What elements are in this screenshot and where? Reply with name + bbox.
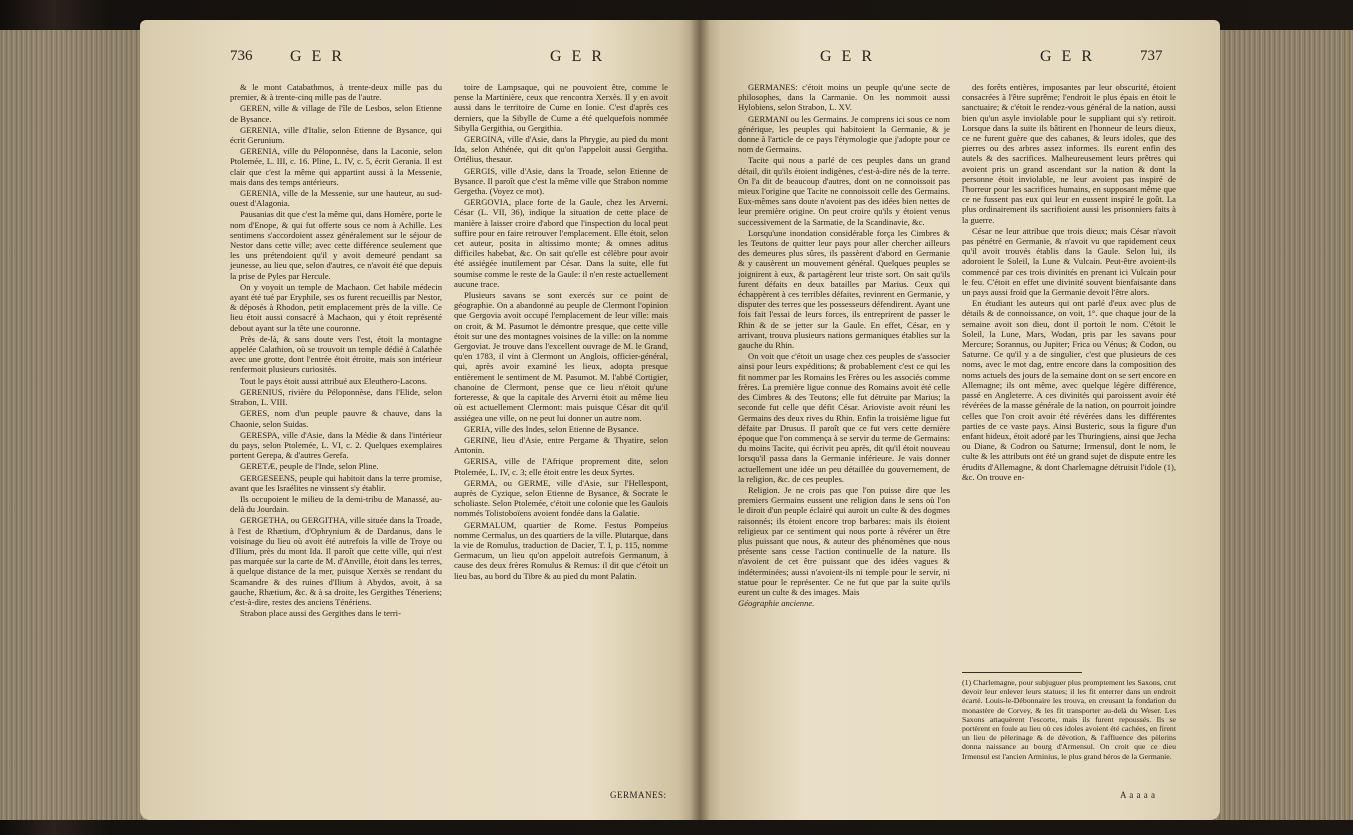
entry: César ne leur attribue que trois dieux; mais César n'avoit pas pénétré en Germanie, & n'avoit vu que rapidement ceux qu'il avoit trouvés établis dans la Gaule. Selon lui, ils adoroient le Soleil, la Lune & Vulcain. Peut-être avoient-ils commencé par ces trois divinités en prenant ici Vulcain pour le feu. C'étoit en effet une divinité souvent bienfaisante dans un pays aussi froid que la Germanie devoit l'être alors. <box>962 225 1176 298</box>
entry: GERMALUM, quartier de Rome. Festus Pompeius nomme Cermalus, un des quartiers de la ville. Plutarque, dans la vie de Romulus, traduction de Dacier, T. I, p. 115, nomme Germacum, un lieu qu'on appeloit autrefois Germanum, à cause des deux frères Romulus & Remus: il dit que c'étoit un lieu bas, au bord du Tibre & au pied du mont Palatin. <box>454 519 668 581</box>
entry: GERES, nom d'un peuple pauvre & chauve, dans la Chaonie, selon Suidas. <box>230 408 442 429</box>
entry: GERINE, lieu d'Asie, entre Pergame & Thyatire, selon Antonin. <box>454 434 668 456</box>
entry: GERGESEENS, peuple qui habitoit dans la terre promise, avant que les Israélites ne vinssent s'y établir. <box>230 472 442 493</box>
right-column-2 <box>962 82 1176 483</box>
left-head-word-1: G E R <box>290 48 345 65</box>
entry: GERENIUS, rivière du Péloponnèse, dans l'Elide, selon Strabon, L. VIII. <box>230 386 442 408</box>
entry: GERMANI ou les Germains. Je comprens ici sous ce nom générique, les peuples qui habitoient la Germanie, & je donne à l'article de ce pays l'étymologie que j'adopte pour ce nom de Germains. <box>738 113 950 155</box>
entry: GERGIS, ville d'Asie, dans la Troade, selon Etienne de Bysance. Il paroît que c'est la même ville que Strabon nomme Gergetha. (Voyez ce mot). <box>454 165 668 197</box>
entry: Près de-là, & sans doute vers l'est, étoit la montagne appelée Calathion, où se trouvoit un temple dédié à Calathée avec une grotte, dont l'entrée étoit étroite, mais son intérieur renfermoit plusieurs curiosités. <box>230 333 442 375</box>
entry: GERIA, ville des Indes, selon Etienne de Bysance. <box>464 423 639 434</box>
entry: Pausanias dit que c'est la même qui, dans Homère, porte le nom d'Enope, & qui fut offerte sous ce nom à Achille. Les sentimens s'accordoient assez généralement sur le séjour de Nestor dans cette ville; avec cette différence seulement que les uns prétendoient qu'il y avoit demeuré pendant sa jeunesse, au lieu que, selon d'autres, ce n'avoit été que depuis la prise de Pyles par Hercule. <box>230 209 442 281</box>
signature-note: Géographie ancienne. <box>738 598 815 609</box>
footnote-rule <box>962 672 1082 673</box>
book-gutter <box>690 20 710 820</box>
entry: Plusieurs savans se sont exercés sur ce point de géographie. On a abandonné au peuple de Clermont l'opinion que Gergovia avoit occupé l'emplacement de leur ville: mais on croit, & M. Pasumot le démontre presque, que cette ville étoit sur une des montagnes voisines de la ville: on la nomme Gergoviat. Je trouve dans l'excellent ouvrage de M. le Grand, qu'en 1783, il vint à Clermont un Anglois, officier-général, qui, après avoir examiné les lieux, adopta presque entièrement le sentiment de M. Pasumot. M. l'abbé Cortigier, chanoine de Clermont, pense que ce lieu n'étoit qu'une forteresse, & que la capitale des Arverni étoit au même lieu où est actuellement Clermont: mais puisque César dit qu'il assiégea une ville, on ne peut lui donner un autre nom. <box>454 290 668 423</box>
entry: Ils occupoient le milieu de la demi-tribu de Manassé, au-delà du Jourdain. <box>230 493 442 515</box>
entry: GERENIA, ville du Péloponnèse, dans la Laconie, selon Ptolemée, L. III, c. 16. Pline, L. IV, c. 5, écrit Gerania. Il est clair que c'est la même qui appartint aussi à la Messenie, mais dans des temps antérieurs. <box>230 146 442 187</box>
left-catchword: GERMANES: <box>610 790 667 800</box>
right-signature-mark: A a a a a <box>1120 790 1156 800</box>
left-column-1 <box>230 82 442 619</box>
entry: GERENIA, ville de la Messenie, sur une hauteur, au sud-ouest d'Alagonia. <box>230 188 442 209</box>
entry: GERMA, ou GERME, ville d'Asie, sur l'Hellespont, auprès de Cyzique, selon Etienne de Bysance, & Socrate le scholiaste. Selon Ptolemée, c'étoit une colonie que les Gaulois nommés Tolistoboïens avoient fondée dans la Galatie. <box>454 477 668 519</box>
right-page-edges <box>1203 30 1353 820</box>
entry: GERGOVIA, place forte de la Gaule, chez les Arverni. César (L. VII, 36), indique la situation de cette place de manière à laisser croire d'abord que l'inspection du local peut suffire pour en faire retrouver l'emplacement. Elle étoit, selon cet auteur, posita in altissimo monte; & omnes aditus difficiles habebat, &c. On sait qu'elle est célèbre pour avoir été assiégée inutilement par César. Dans la suite, elle fut soumise comme le reste de la Gaule: il n'en reste actuellement aucune trace. <box>454 197 668 289</box>
entry: En étudiant les auteurs qui ont parlé d'eux avec plus de détails & de connoissance, on voit, 1°. que chaque jour de la semaine avoit son dieu, dont il portoit le nom. C'étoit le Soleil, la Lune, Mars, Wodan, pris par les savans pour Mercure; Sorannus, ou Jupiter; Frica ou Vénus; & Codon, ou Saturne. Ce qu'il y a de singulier, c'est que plusieurs de ces noms, avec le mot dag, entre encore dans la composition des noms actuels des jours de la semaine dont on se sert encore en Allemagne; ils ont même, avec quelque légère différence, passé en Angleterre. A ces divinités qui paroissent avoir été révérées de la masse générale de la nation, on pourroit joindre celles que l'on croit avoir été révérées dans les différentes parties de ce vaste pays. Ainsi Busteric, sous la figure d'un enfant hideux, étoit adoré par les Thuringiens, ainsi que Jecha ou Diane, & Codron ou Saturne; Irmensul, dont le nom, le culte & les attributs ont été un grand sujet de dispute entre les érudits d'Allemagne, & dont Charlemagne détruisit l'idole (1), &c. On trouve en- <box>962 298 1176 482</box>
entry: GERGINA, ville d'Asie, dans la Phrygie, au pied du mont Ida, selon Athénée, qui dit qu'on l'appeloit aussi Gergitha. Ortélius, thesaur. <box>454 134 668 165</box>
right-head-word-1: G E R <box>820 48 875 65</box>
entry: des forêts entières, imposantes par leur obscurité, étoient consacrées à l'être suprême; l'endroit le plus épais en étoit le sanctuaire; & c'étoit le rendez-vous général de la nation, aussi bien qu'un asyle inviolable pour le suppliant qui s'y retiroit. Lorsque dans la suite ils bâtirent en l'honneur de leurs dieux, ce ne furent guère que des cabanes, & leurs idoles, que des pierres ou des arbres assez informes. Ils eurent enfin des autels & des sacrifices. Malheureusement leurs prêtres qui avoient pris un grand ascendant sur la nation & dont la personne étoit inviolable, ne leur avoient pas inspiré de l'horreur pour les sacrifices humains, en supposant même que ce ne fussent pas eux qui leur en eussent inspiré le goût. La plus ordinairement ils sacrifioient aussi les prisonniers faits à la guerre. <box>962 82 1176 225</box>
left-column-2 <box>454 82 668 582</box>
entry: GERETÆ, peuple de l'Inde, selon Pline. <box>240 461 379 472</box>
right-column-1 <box>738 82 950 609</box>
entry: & le mont Catabathmos, à trente-deux mille pas du premier, & à trente-cinq mille pas de l'autre. <box>230 82 442 103</box>
entry: Strabon place aussi des Gergithes dans le terri- <box>240 608 401 619</box>
right-page-number: 737 <box>1140 48 1163 64</box>
footnote: (1) Charlemagne, pour subjuguer plus promptement les Saxons, crut devoir leur enlever leurs statues; il les fit enterrer dans un endroit écarté. Louis-le-Débonnaire les trouva, en creusant la fondation du monastère de Corvey, & les fit transporter au-delà du Weser. Les Saxons attaquèrent l'escorte, mais ils furent repoussés. Ils se portèrent en foule au lieu où ces idoles avoient été cachées, en firent un lieu de pèlerinage & de dévotion, & l'affluence des pèlerins donna naissance au bourg d'Armensul. On croit que ce dieu Irmensul est l'ancien Arminius, le plus grand héros de la Germanie. <box>962 678 1176 761</box>
entry: Tout le pays étoit aussi attribué aux Eleuthero-Lacons. <box>240 375 427 386</box>
entry: GERGETHA, ou GERGITHA, ville située dans la Troade, à l'est de Rhætium, d'Ophrynium & de Dardanus, dans le voisinage du lieu où avoit été autrefois la ville de Troye ou d'Ilium, près du mont Ida. Il paroît que cette ville, qui n'est pas marquée sur la carte de M. d'Anville, étoit dans les terres, à quelque distance de la mer, puisque Xerxès se rendant du Scamandre & des ruines d'Ilium à Abydos, avoit, à sa gauche, Rhætium, &c. & à sa droite, les Gergithes Téneriens; c'est-à-dire, restes des anciens Ténériens. <box>230 515 442 607</box>
entry: GERMANES: c'étoit moins un peuple qu'une secte de philosophes, dans la Carmanie. On les nommoit aussi Hylobiens, selon Strabon, L. XV. <box>738 82 950 113</box>
left-page-number: 736 <box>230 48 253 64</box>
entry: Religion. Je ne crois pas que l'on puisse dire que les premiers Germains eussent une religion dans le sens où l'on le diroit d'un peuple éclairé qui auroit un culte & des dogmes raisonnés; ils étoient encore trop barbares: mais ils étoient religieux par ce sentiment qui nous porte à révérer un être plus puissant que nous, & auteur des phénomènes que nous présente sans cesse l'action continuelle de la nature. Ils n'avoient de cet être puissant que des idées vagues & indéterminées; aussi n'avoient-ils ni temple pour le servir, ni statue pour le représenter. Ce ne fut que par la suite qu'ils eurent un culte & des images. Mais <box>738 484 950 597</box>
entry: Tacite qui nous a parlé de ces peuples dans un grand détail, dit qu'ils étoient indigènes, c'est-à-dire nés de la terre. On l'a dit de beaucoup d'autres, dont on ne connoissoit pas mieux l'origine que Tacite ne connoissoit celle des Germains. Eux-mêmes sans doute n'avoient pas des idées bien nettes de leur première origine. On peut croire qu'ils y étoient venus successivement de la Sarmatie, de la Scandinavie, &c. <box>738 155 950 227</box>
right-page <box>700 20 1220 820</box>
left-page <box>140 20 700 820</box>
entry: On voit que c'étoit un usage chez ces peuples de s'associer ainsi pour leurs expéditions; & probablement c'est ce qui les fit nommer par les Romains les Frères ou les associés comme frères. La première ligue connue des Romains avoit été celle des Cimbres & des Teutons; elle fut détruite par Marius; la seconde fut celle que défit César. Arioviste avoit réuni les Germains des deux rives du Rhin. Enfin la troisième ligue fut défaite par Drusus. Il paroît que ce fut vers cette dernière époque que l'on commença à se servir du terme de Germains: du moins Tacite, qui écrivit peu après, dit qu'il étoit nouveau lorsqu'il passa dans la Germanie inférieure. Je vais donner actuellement une idée un peu détaillée du gouvernement, de la religion, &c. de ces peuples. <box>738 351 950 484</box>
left-head-word-2: G E R <box>550 48 605 65</box>
right-head-word-2: G E R <box>1040 48 1095 65</box>
entry: GEREN, ville & village de l'île de Lesbos, selon Etienne de Bysance. <box>230 103 442 124</box>
entry: GERISA, ville de l'Afrique proprement dite, selon Ptolemée, L. IV, c. 3; elle étoit entre les deux Syrtes. <box>454 456 668 477</box>
entry: toire de Lampsaque, qui ne pouvoient être, comme le pense la Martinière, ceux que rencontra Xerxès. Il y en avoit aussi dans le territoire de Cume en Ionie. C'est d'après ces derniers, que la Sibylle de Cume a été quelquefois nommée Sibylla Gergithia, ou Gergithia. <box>454 82 668 133</box>
entry: On y voyoit un temple de Machaon. Cet habile médecin ayant été tué par Eryphile, ses os furent recueillis par Nestor, & déposés à Rhodon, petit emplacement près de la ville. Ce lieu étoit aussi consacré à Machaon, qui y étoit représenté debout ayant sur la tête une couronne. <box>230 281 442 333</box>
left-page-edges <box>0 30 150 820</box>
entry: GERESPA, ville d'Asie, dans la Médie & dans l'intérieur du pays, selon Ptolemée, L. VI, c. 2. Quelques exemplaires portent Gerepa, & d'autres Gerefa. <box>230 429 442 461</box>
entry: Lorsqu'une inondation considérable força les Cimbres & les Teutons de quitter leur pays pour aller chercher ailleurs des demeures plus sûres, ils passèrent d'abord en Germanie & y causèrent un mouvement général. Quelques peuples se joignirent à eux, & partagèrent leur triste sort. On sait qu'ils furent défaits en deux batailles par Marius. Ceux qui échappèrent à ces terribles défaites, revinrent en Germanie, y disputer des terres que les possesseurs défendirent. Ayant une fois fait l'essai de leurs forces, ils entreprirent de passer le Rhin & de se jetter sur la Gaule. En effet, César, en y arrivant, trouva plusieurs nations germaniques établies sur la gauche du Rhin. <box>738 227 950 351</box>
entry: GERENIA, ville d'Italie, selon Etienne de Bysance, qui écrit Gerunium. <box>230 124 442 146</box>
